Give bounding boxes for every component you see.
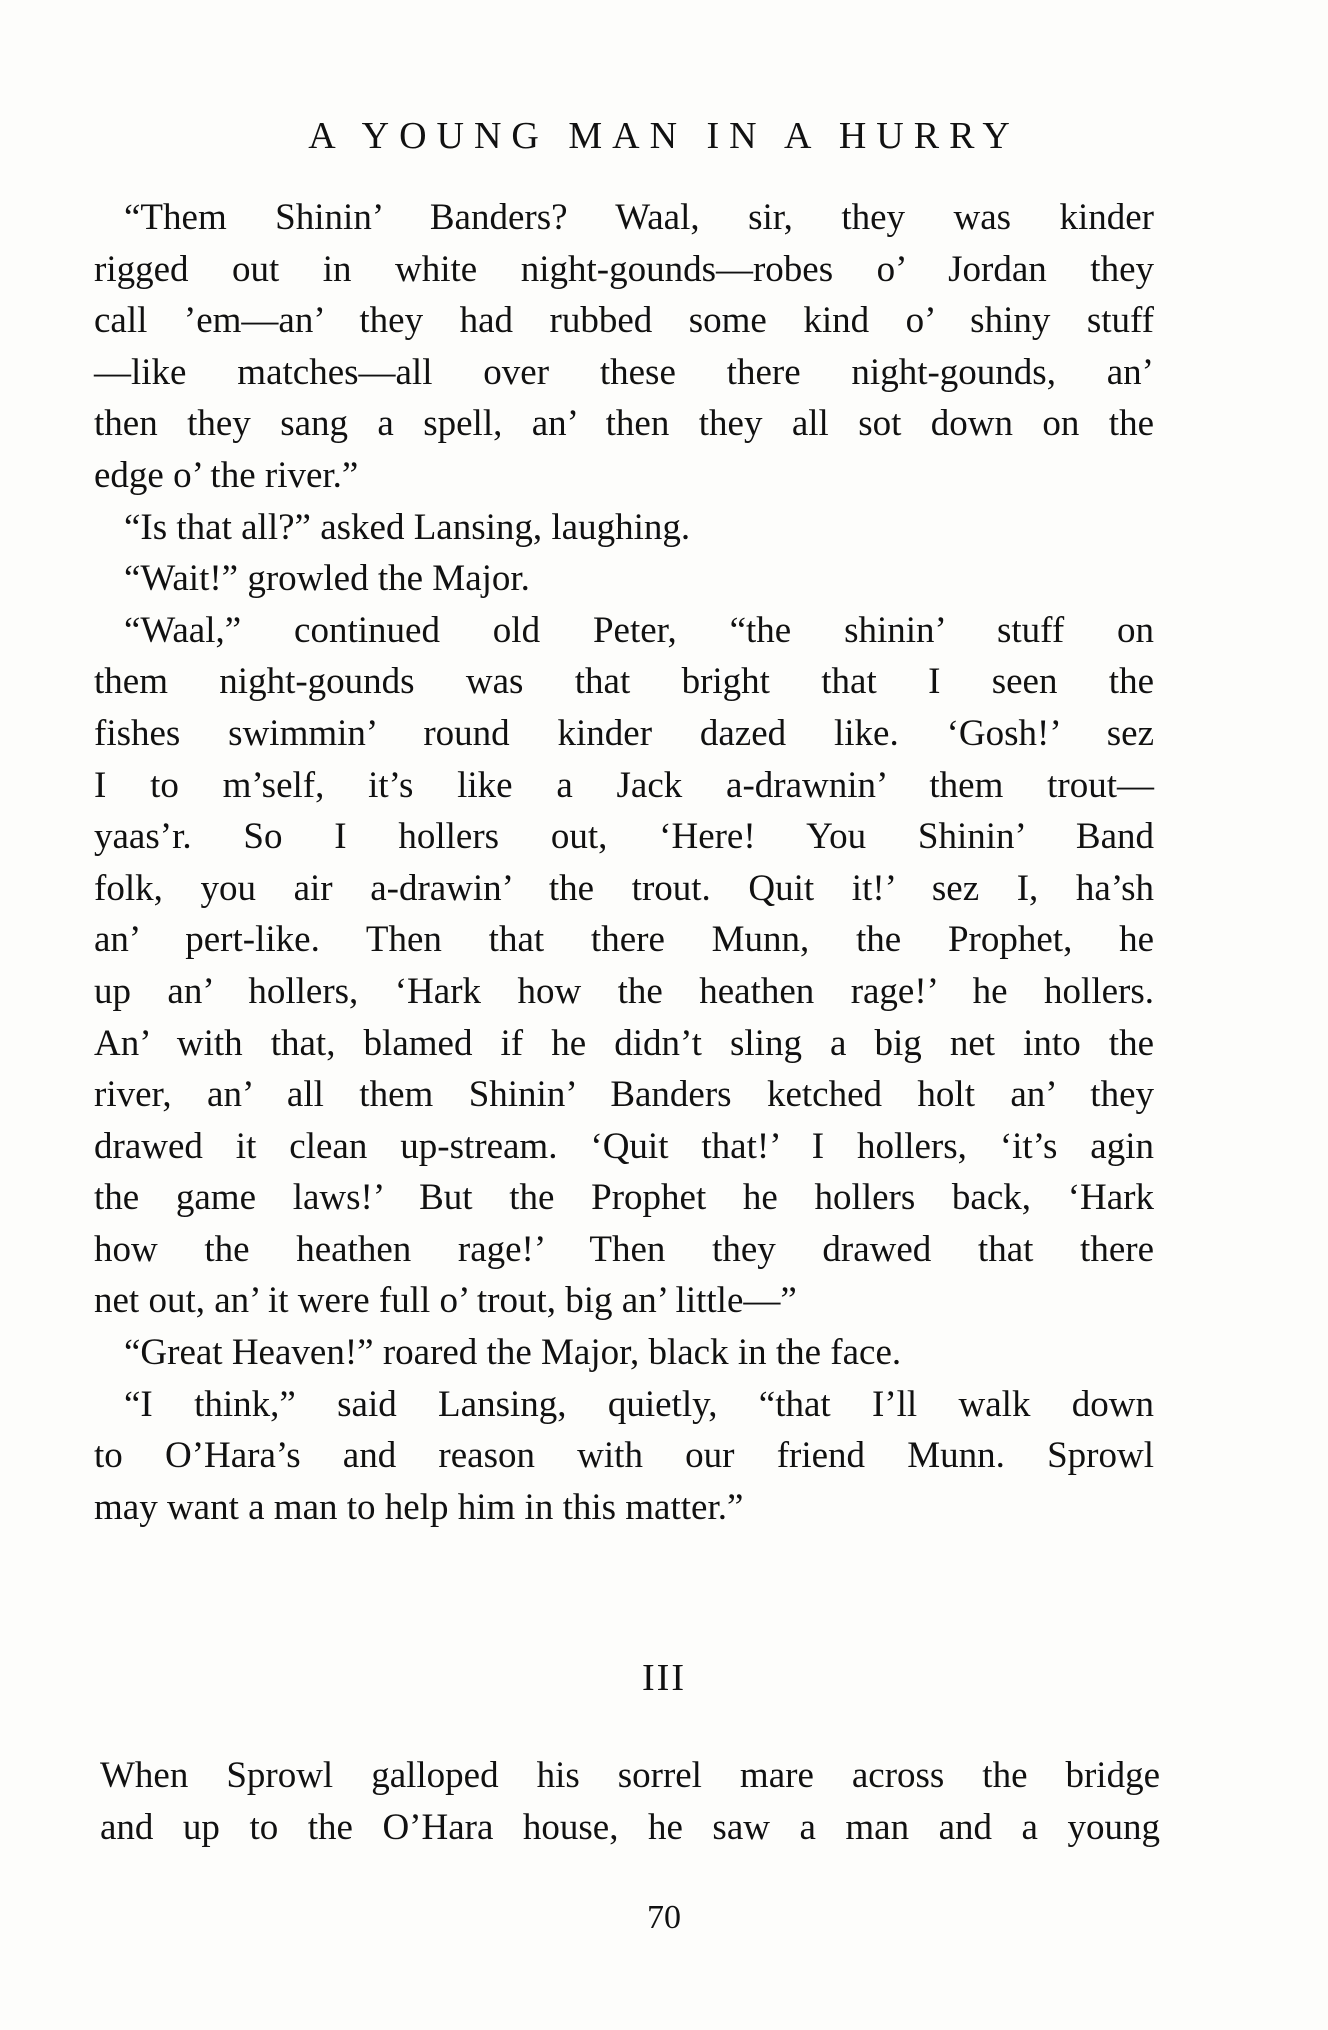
text-line: “Waal,” continued old Peter, “the shinin’ stuff on bbox=[124, 609, 1154, 651]
paragraph bbox=[94, 605, 1154, 1327]
page-number: 70 bbox=[647, 1899, 681, 1936]
paragraph bbox=[94, 1327, 1154, 1379]
text-line: call ’em—an’ they had rubbed some kind o’ shiny stuff bbox=[94, 300, 1154, 342]
text-line: drawed it clean up-stream. ‘Quit that!’ I hollers, ‘it’s agin bbox=[94, 1125, 1154, 1167]
text-line: to O’Hara’s and reason with our friend Munn. Sprowl bbox=[94, 1435, 1154, 1477]
section-heading: III bbox=[642, 1657, 686, 1699]
text-line: and up to the O’Hara house, he saw a man and a young bbox=[100, 1806, 1160, 1848]
text-line: the game laws!’ But the Prophet he hollers back, ‘Hark bbox=[94, 1177, 1154, 1219]
text-line: may want a man to help him in this matter.” bbox=[94, 1486, 744, 1528]
text-line: I to m’self, it’s like a Jack a-drawnin’ them trout— bbox=[94, 764, 1154, 806]
paragraph bbox=[94, 553, 1154, 605]
text-line: yaas’r. So I hollers out, ‘Here! You Shinin’ Band bbox=[94, 816, 1154, 858]
text-line: An’ with that, blamed if he didn’t sling a big net into the bbox=[94, 1022, 1154, 1064]
text-line: “I think,” said Lansing, quietly, “that I’ll walk down bbox=[124, 1383, 1154, 1425]
body-text bbox=[94, 192, 1154, 1533]
text-line: folk, you air a-drawin’ the trout. Quit it!’ sez I, ha’sh bbox=[94, 867, 1154, 909]
text-line: up an’ hollers, ‘Hark how the heathen rage!’ he hollers. bbox=[94, 970, 1154, 1012]
paragraph bbox=[94, 192, 1154, 502]
text-line: —like matches—all over these there night-gounds, an’ bbox=[94, 351, 1154, 393]
section-body-text bbox=[100, 1750, 1160, 1853]
running-head: A YOUNG MAN IN A HURRY bbox=[308, 115, 1020, 157]
text-line: them night-gounds was that bright that I seen the bbox=[94, 661, 1154, 703]
text-line: “Is that all?” asked Lansing, laughing. bbox=[124, 506, 691, 548]
text-line: an’ pert-like. Then that there Munn, the Prophet, he bbox=[94, 919, 1154, 961]
text-line: “Them Shinin’ Banders? Waal, sir, they was kinder bbox=[124, 197, 1154, 238]
text-line: edge o’ the river.” bbox=[94, 454, 359, 496]
text-line: When Sprowl galloped his sorrel mare across the bridge bbox=[100, 1755, 1160, 1796]
text-line: river, an’ all them Shinin’ Banders ketched holt an’ they bbox=[94, 1074, 1154, 1116]
text-line: “Wait!” growled the Major. bbox=[124, 558, 530, 600]
text-line: fishes swimmin’ round kinder dazed like. ‘Gosh!’ sez bbox=[94, 712, 1154, 754]
text-line: “Great Heaven!” roared the Major, black in the face. bbox=[124, 1332, 902, 1374]
text-line: net out, an’ it were full o’ trout, big an’ little—” bbox=[94, 1280, 797, 1322]
text-line: rigged out in white night-gounds—robes o’ Jordan they bbox=[94, 248, 1154, 290]
text-line: how the heathen rage!’ Then they drawed that there bbox=[94, 1228, 1154, 1270]
text-line: then they sang a spell, an’ then they all sot down on the bbox=[94, 403, 1154, 445]
paragraph bbox=[94, 1379, 1154, 1534]
paragraph bbox=[94, 502, 1154, 554]
